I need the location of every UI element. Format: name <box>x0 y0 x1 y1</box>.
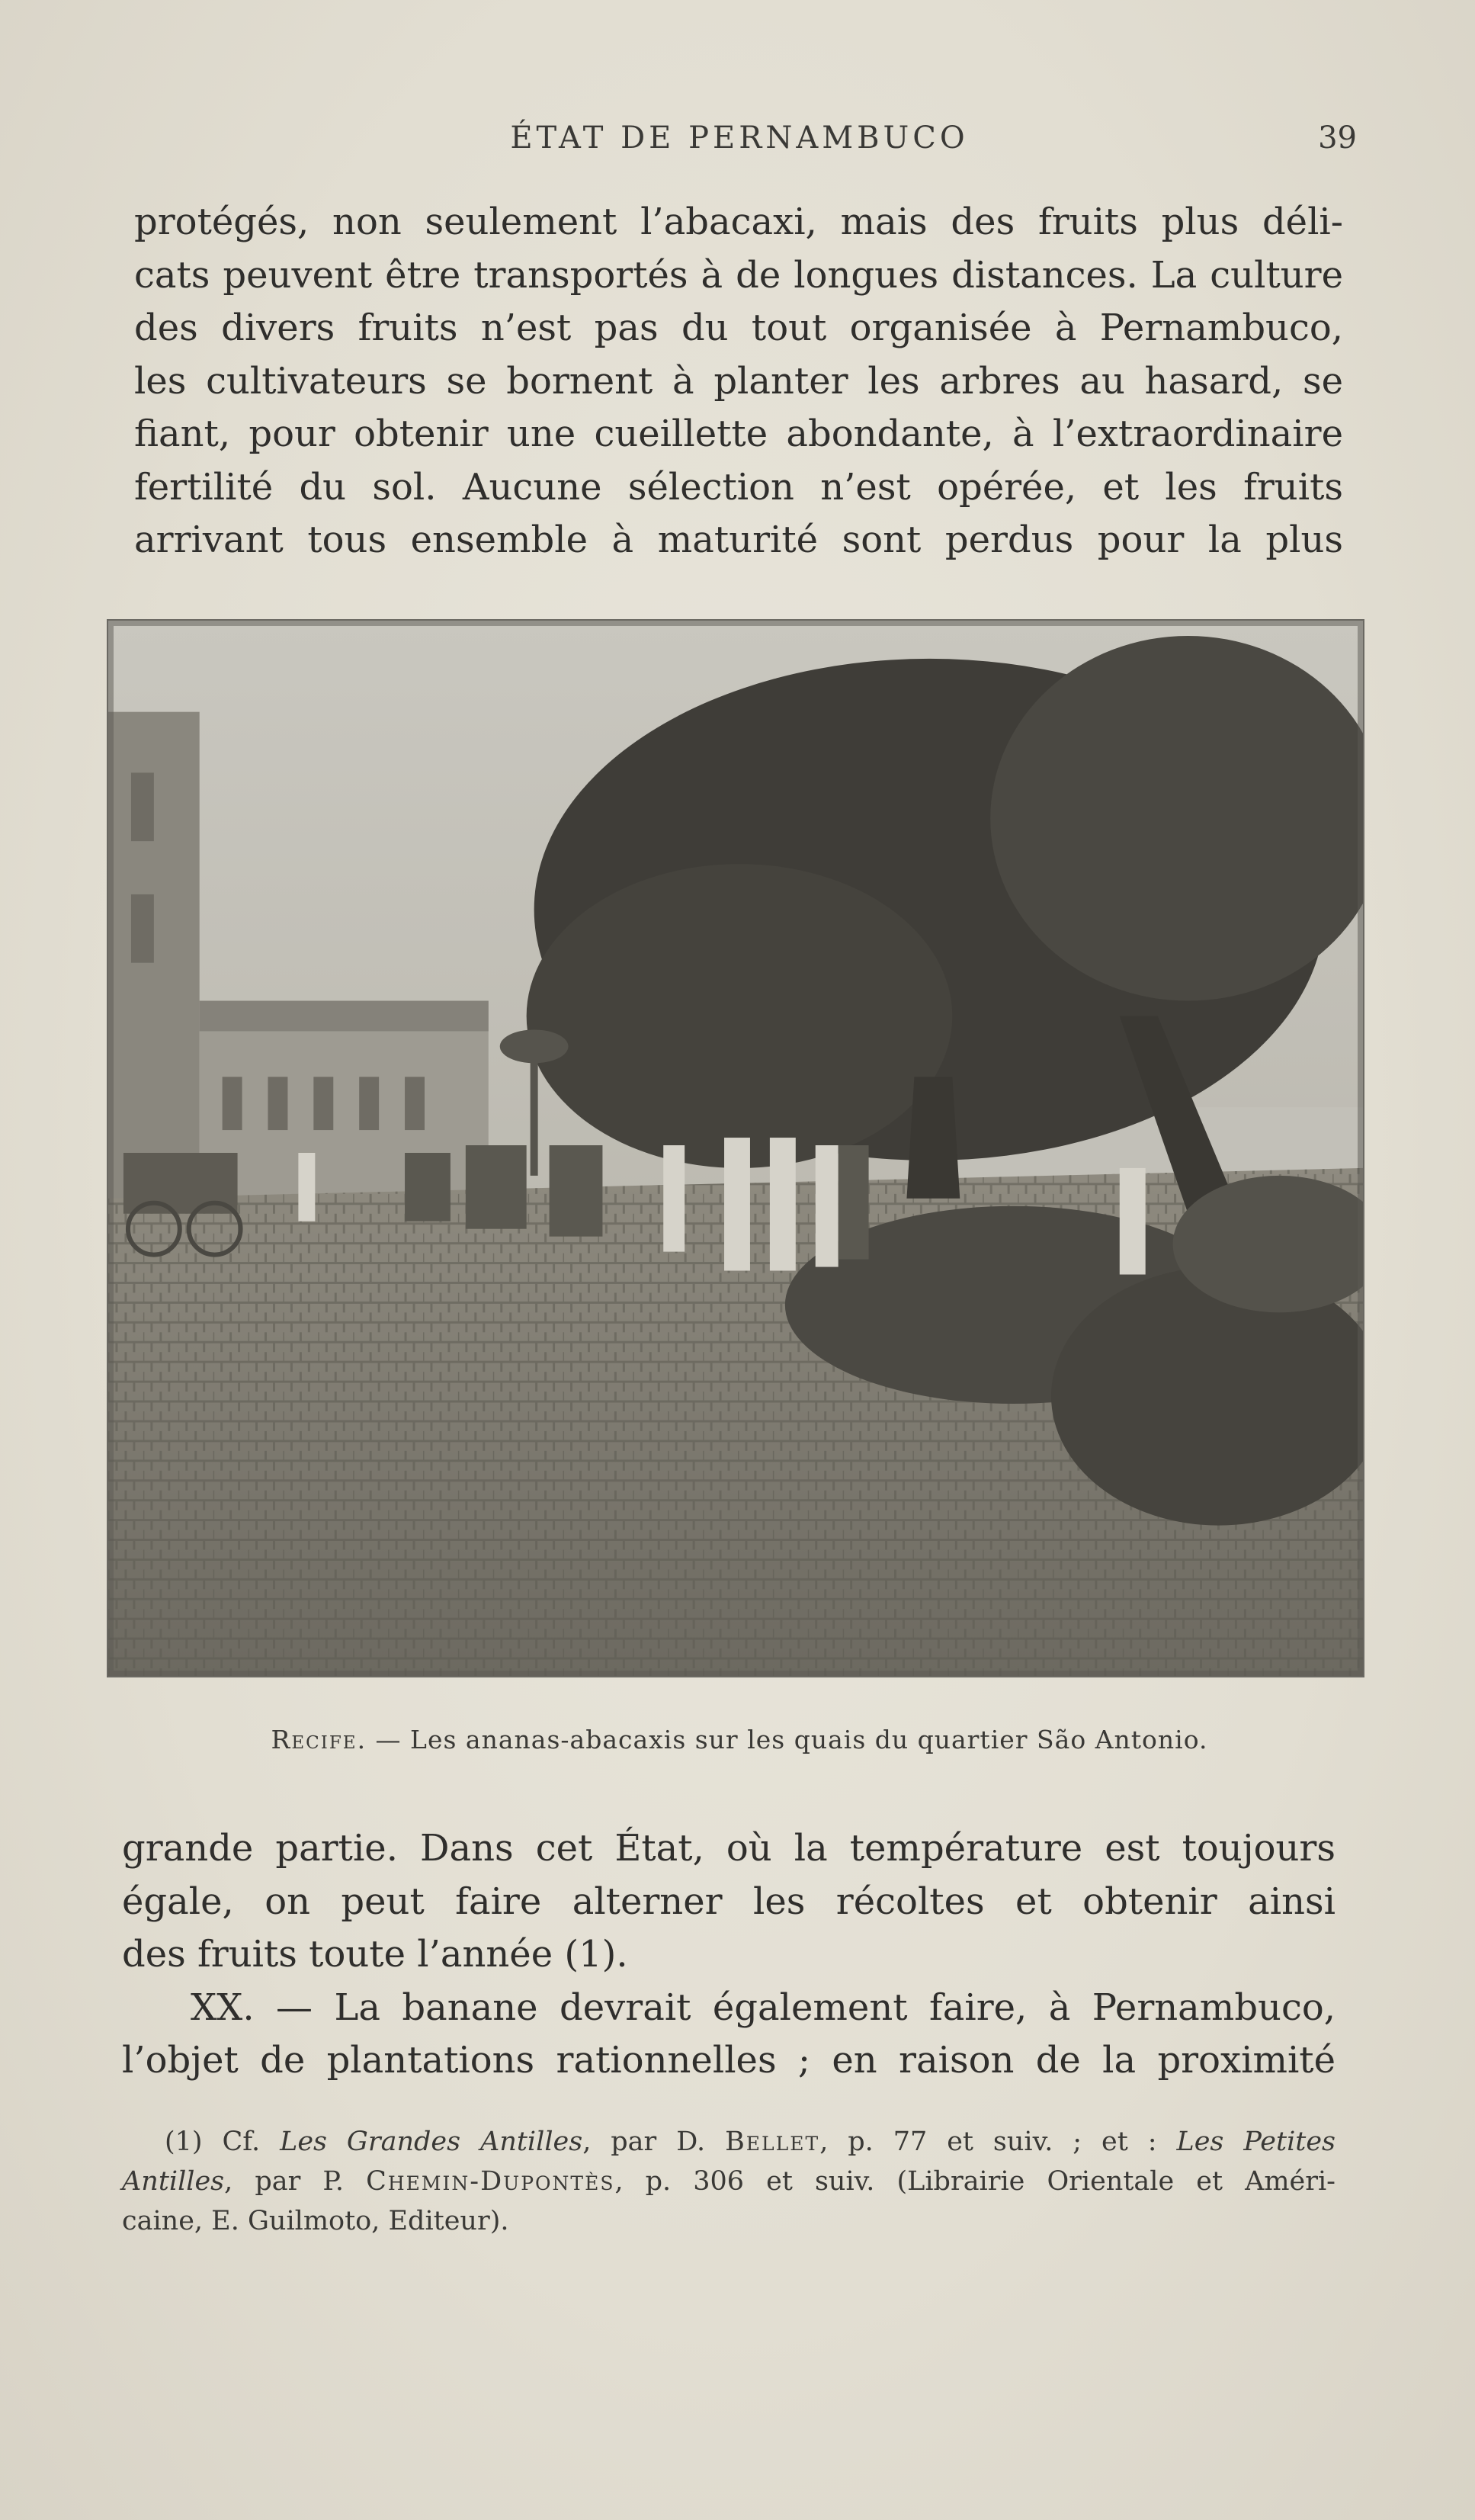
body-text-bottom <box>122 1822 1336 2088</box>
footnote-marker: (1) Cf. <box>165 2127 281 2157</box>
footnote-author: Bellet <box>725 2127 820 2157</box>
page-number: 39 <box>1318 120 1357 156</box>
text-line: grande partie. Dans cet État, où la température est toujours <box>122 1827 1336 1870</box>
text-line: l’objet de plantations rationnelles ; en raison de la proximité <box>122 2039 1336 2082</box>
body-text-top <box>134 196 1343 567</box>
section-xx-line: XX. — La banane devrait également faire, à Pernambuco, <box>191 1986 1336 2029</box>
photo-illustration <box>108 621 1363 1676</box>
text-line: fertilité du sol. Aucune sélection n’est opérée, et les fruits <box>134 465 1343 509</box>
footnote-text: , par D. <box>582 2127 726 2157</box>
footnote-text: , p. 306 et suiv. (Librairie Orientale et Améri- <box>614 2166 1336 2197</box>
footnote-line <box>122 2162 1336 2201</box>
text-line: arrivant tous ensemble à maturité sont perdus pour la plus <box>134 518 1343 561</box>
caption-text: — Les ananas-abacaxis sur les quais du quartier São Antonio. <box>367 1725 1208 1754</box>
caption-place: Recife. <box>271 1725 367 1754</box>
text-line: cats peuvent être transportés à de longues distances. La culture <box>134 253 1343 297</box>
footnote-title: Les Grandes Antilles <box>280 2127 583 2157</box>
footnote-text: , par P. <box>224 2166 367 2197</box>
footnote-line <box>122 2122 1336 2162</box>
text-line: fiant, pour obtenir une cueillette abondante, à l’extraordinaire <box>134 413 1343 455</box>
footnote-line: caine, E. Guilmoto, Editeur). <box>122 2206 509 2236</box>
text-line: égale, on peut faire alterner les récoltes et obtenir ainsi <box>122 1880 1336 1923</box>
running-head <box>122 120 1357 166</box>
footnote <box>122 2122 1336 2241</box>
footnote-title: Les Petites <box>1176 2127 1336 2157</box>
footnote-author: Chemin-Dupontès <box>366 2166 615 2197</box>
figure-caption <box>122 1725 1357 1754</box>
text-line: protégés, non seulement l’abacaxi, mais des fruits plus déli- <box>134 201 1343 243</box>
footnote-title: Antilles <box>122 2166 225 2197</box>
text-line: des fruits toute l’année (1). <box>122 1933 628 1976</box>
photograph-quay-scene <box>107 619 1364 1677</box>
footnote-text: , p. 77 et suiv. ; et : <box>819 2127 1177 2157</box>
running-title: ÉTAT DE PERNAMBUCO <box>510 120 969 156</box>
text-line: des divers fruits n’est pas du tout organisée à Pernambuco, <box>134 307 1343 349</box>
text-line: les cultivateurs se bornent à planter les arbres au hasard, se <box>134 359 1343 403</box>
